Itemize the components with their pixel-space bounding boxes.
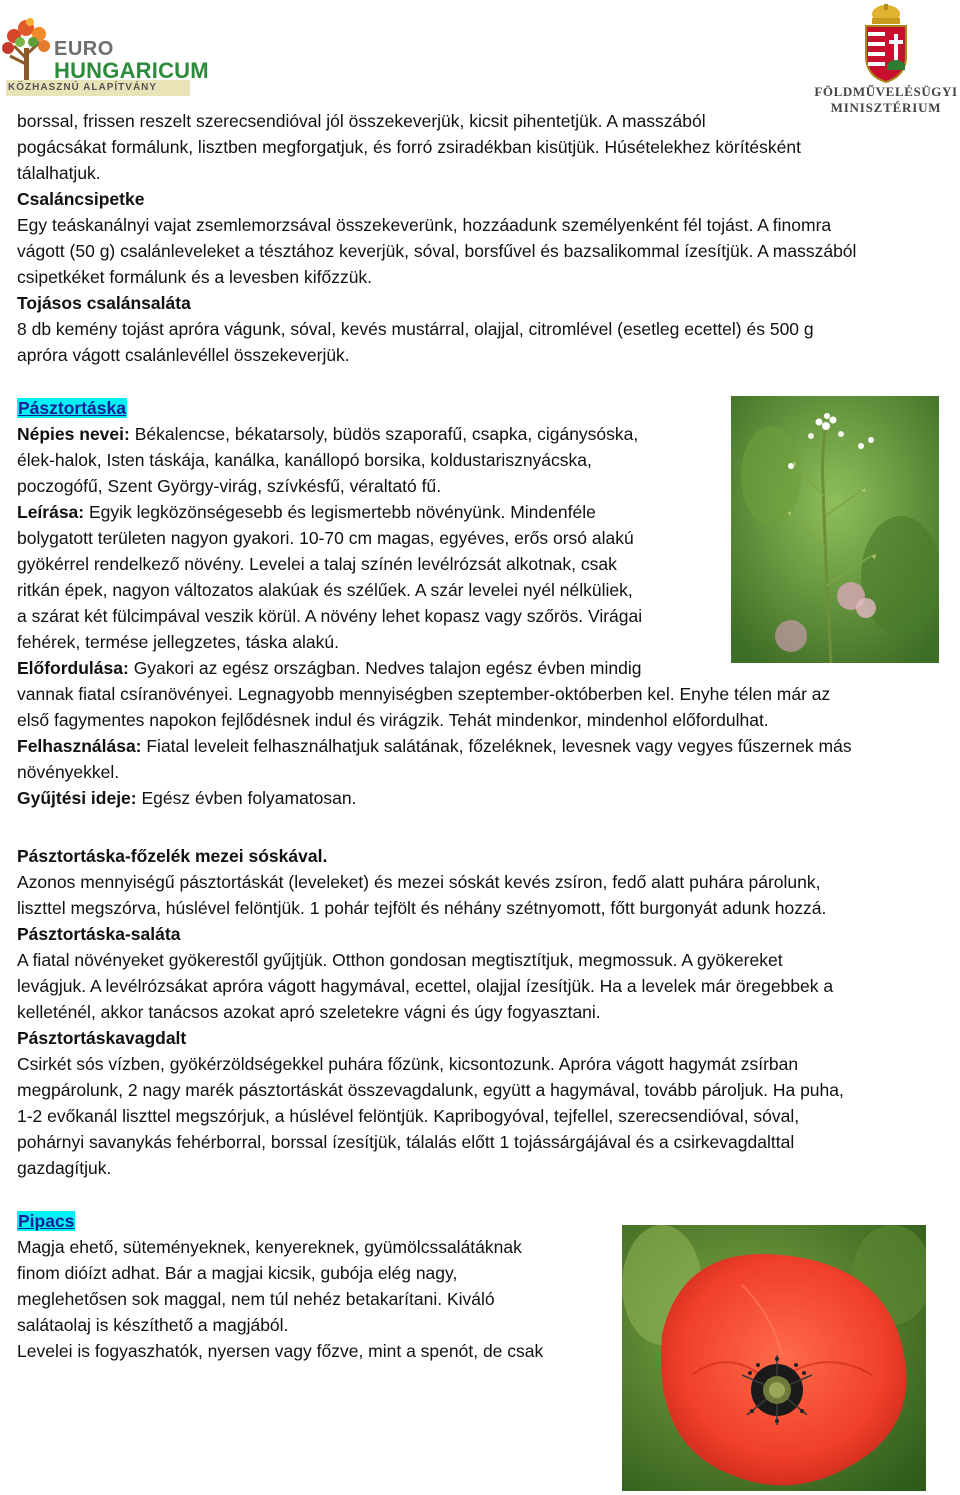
text-line: első fagymentes napokon fejlődésnek indul és virágzik. Tehát mindenkor, mindenhol előfordulhat. — [17, 710, 769, 730]
recipe-title-vagdalt: Pásztortáskavagdalt — [17, 1028, 187, 1048]
text-line: pogácsákat formálunk, lisztben megforgatjuk, és forró zsiradékban kisütjük. Húsételekhez körítésként — [17, 137, 801, 157]
ministry-logo — [812, 4, 960, 122]
text-line: liszttel megszórva, húslével felöntjük. 1 pohár tejfölt és néhány szétnyomott, főtt burgonyát adunk hozzá. — [17, 898, 827, 918]
text-line: ritkán épek, nagyon változatos alakúak és szélűek. A szár levelei nyél nélküliek, — [17, 580, 633, 600]
recipe-title-tojasos-csalansalata: Tojásos csalánsaláta — [17, 293, 191, 313]
text-line: Levelei is fogyaszhatók, nyersen vagy főzve, mint a spenót, de csak — [17, 1341, 544, 1361]
text-line: fehérek, termése jellegzetes, táska alakú. — [17, 632, 339, 652]
poppy-image — [622, 1225, 926, 1491]
text-line: gyökérrel rendelkező növény. Levelei a talaj színén levélrózsát alkotnak, csak — [17, 554, 617, 574]
poppy-photo — [622, 1225, 926, 1491]
text-line: Előfordulása: Gyakori az egész országban. Nedves talajon egész évben mindig — [17, 658, 642, 678]
plant-image — [731, 396, 939, 663]
logo-text-euro: EURO — [54, 38, 114, 60]
tree-icon — [0, 18, 54, 84]
text-line: gazdagítjuk. — [17, 1158, 112, 1178]
highlighted-heading: Pipacs — [18, 1211, 75, 1231]
text-line: a szárat két fülcimpával veszik körül. A növény lehet kopasz vagy szőrös. Virágai — [17, 606, 643, 626]
section-heading-pasztortaska — [17, 395, 127, 421]
logo-text-alapitvany: KÖZHASZNÚ ALAPÍTVÁNY — [8, 82, 158, 93]
text-line: pohárnyi savanykás fehérborral, borssal ízesítjük, tálalás előtt 1 tojássárgájával és a csirkevagdalttal — [17, 1132, 795, 1152]
text-line: Felhasználása: Fiatal leveleit felhasználhatjuk salátának, főzeléknek, levesnek vagy vegyes fűszernek más — [17, 736, 852, 756]
text-line: A fiatal növényeket gyökerestől gyűjtjük. Otthon gondosan megtisztítjuk, megmossuk. A gyökereket — [17, 950, 783, 970]
text-line: megpárolunk, 2 nagy marék pásztortáskát összevagdalunk, együtt a hagymával, tovább pároljuk. Ha puha, — [17, 1080, 844, 1100]
text-line: levágjuk. A levélrózsákat apróra vágott hagymával, ecettel, olajjal ízesítjük. Ha a levelek már öregebbek a — [17, 976, 834, 996]
ministry-text-line2: MINISZTÉRIUM — [830, 100, 942, 115]
text-line: vannak fiatal csíranövényei. Legnagyobb mennyiségben szeptember-októberben kel. Enyhe télen már az — [17, 684, 831, 704]
text-line: salátaolaj is készíthető a magjából. — [17, 1315, 289, 1335]
recipe-title-salata: Pásztortáska-saláta — [17, 924, 181, 944]
text-line: Csirkét sós vízben, gyökérzöldségekkel puhára főzünk, kicsontozunk. Apróra vágott hagymát zsírban — [17, 1054, 799, 1074]
text-line: Azonos mennyiségű pásztortáskát (leveleket) és mezei sóskát kevés zsíron, fedő alatt puhára párolunk, — [17, 872, 821, 892]
euro-hungaricum-logo — [0, 18, 209, 98]
text-line: meglehetősen sok maggal, nem túl nehéz betakarítani. Kiváló — [17, 1289, 495, 1309]
text-line: tálalhatjuk. — [17, 163, 101, 183]
text-line: Népies nevei: Békalencse, békatarsoly, büdös szaporafű, csapka, cigánysóska, — [17, 424, 639, 444]
text-line: 1-2 evőkanál liszttel megszórjuk, a húslével felöntjük. Kapribogyóval, tejfellel, szerecsendióval, sóval, — [17, 1106, 800, 1126]
text-line: Magja ehető, süteményeknek, kenyereknek, gyümölcssalátáknak — [17, 1237, 522, 1257]
text-line: apróra vágott csalánlevéllel összekeverjük. — [17, 345, 350, 365]
shepherds-purse-photo — [731, 396, 939, 663]
ministry-text-line1: FÖLDMŰVELÉSÜGYI — [814, 84, 958, 99]
text-line: kelleténél, akkor tanácsos azokat apró szeletekre vágni és úgy fogyasztani. — [17, 1002, 601, 1022]
text-line: borssal, frissen reszelt szerecsendióval jól összekeverjük, kicsit pihentetjük. A masszából — [17, 111, 706, 131]
text-line: vágott (50 g) csalánleveleket a tésztához keverjük, sóval, borsfűvel és bazsalikommal ízesítjük. A masszából — [17, 241, 857, 261]
text-line: poczogófű, Szent György-virág, szívkésfű, véraltató fű. — [17, 476, 442, 496]
highlighted-heading: Pásztortáska — [18, 398, 126, 418]
text-line: növényekkel. — [17, 762, 120, 782]
text-line: élek-halok, Isten táskája, kanálka, kanállopó borsika, koldustarisznyácska, — [17, 450, 592, 470]
text-line: 8 db kemény tojást apróra vágunk, sóval, kevés mustárral, olajjal, citromlével (esetleg ecettel) és 500 g — [17, 319, 814, 339]
section-heading-pipacs — [17, 1208, 75, 1234]
logo-text-hungaricum: HUNGARICUM — [54, 58, 209, 83]
text-line: finom dióízt adhat. Bár a magjai kicsik, gubója elég nagy, — [17, 1263, 458, 1283]
text-line: bolygatott területen nagyon gyakori. 10-70 cm magas, egyéves, erős orsó alakú — [17, 528, 634, 548]
coat-of-arms-icon — [856, 4, 916, 84]
text-line: Egy teáskanálnyi vajat zsemlemorzsával összekeverünk, hozzáadunk személyenként fél tojást. A finomra — [17, 215, 832, 235]
recipe-title-fozelek: Pásztortáska-főzelék mezei sóskával. — [17, 846, 328, 866]
text-line: Leírása: Egyik legközönségesebb és legismertebb növényünk. Mindenféle — [17, 502, 596, 522]
text-line: csipetkéket formálunk és a levesben kifőzzük. — [17, 267, 373, 287]
recipe-title-csalancsipetke: Csaláncsipetke — [17, 189, 145, 209]
text-line: Gyűjtési ideje: Egész évben folyamatosan. — [17, 788, 357, 808]
